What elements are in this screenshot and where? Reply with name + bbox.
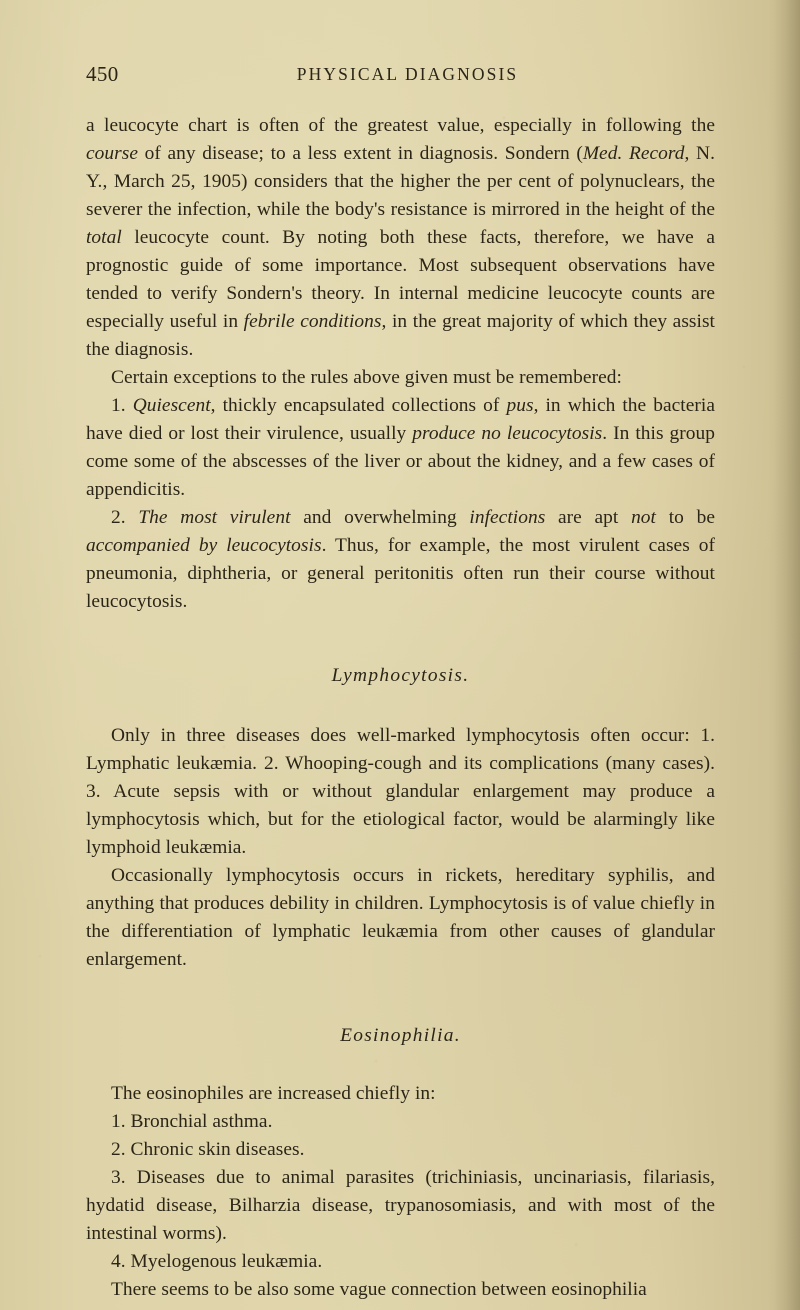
section-heading-lymphocytosis: Lymphocytosis. <box>331 665 470 686</box>
italic-the-most-virulent: The most virulent <box>138 507 291 528</box>
spacer <box>86 690 715 722</box>
running-head <box>86 62 715 88</box>
paragraph-exceptions: Certain exceptions to the rules above given must be remembered: <box>111 367 622 388</box>
spacer <box>86 616 715 662</box>
eosinophilia-item-1: 1. Bronchial asthma. <box>111 1111 273 1132</box>
italic-med-record: Med. Record <box>582 143 685 164</box>
item-number: 1. <box>111 395 133 416</box>
paragraph-lymphocytosis-1: Only in three diseases does well-marked lymphocytosis often occur: 1. Lymphatic leukæmia. 2. Whooping-cough and its complications (many cases). 3. Acute sepsis with or without glandular enlargement may produce a lymphocytosis which, but for the etiological factor, would be alarmingly like lymphoid leukæmia. <box>86 725 715 858</box>
paragraph-lymphocytosis-2: Occasionally lymphocytosis occurs in rickets, hereditary syphilis, and anything that produces debility in children. Lymphocytosis is of value chiefly in the differentiation of lymphatic leukæmia from other causes of glandular enlargement. <box>86 865 715 970</box>
paragraph-opening <box>86 112 715 364</box>
text-segment: a leucocyte chart is often of the greatest value, especially in following the <box>86 115 715 136</box>
exception-item-2 <box>86 504 715 616</box>
italic-course: course <box>86 143 138 164</box>
text-segment: are apt <box>545 507 632 528</box>
italic-accompanied-by-leucocytosis: accompanied by leucocytosis <box>86 535 322 556</box>
italic-not: not <box>631 507 656 528</box>
exception-item-1 <box>86 392 715 504</box>
text-segment: of any disease; to a less extent in diagnosis. Sondern ( <box>138 143 583 164</box>
paragraph-closing: There seems to be also some vague connection between eosinophilia <box>111 1279 647 1300</box>
italic-pus: pus <box>506 395 534 416</box>
section-heading-eosinophilia: Eosinophilia. <box>340 1025 461 1046</box>
italic-infections: infections <box>469 507 546 528</box>
italic-quiescent: Quiescent <box>132 395 211 416</box>
italic-febrile-conditions: febrile conditions <box>243 311 382 332</box>
text-segment: , in which the bacteria have died or lost their virulence, usually <box>86 395 715 444</box>
text-segment: , N. Y., March 25, 1905) considers that the higher the per cent of polynuclears, the severer the infection, while the body's resistance is mirrored in the height of the <box>86 143 715 220</box>
running-title: PHYSICAL DIAGNOSIS <box>296 64 519 84</box>
eosinophilia-item-3: 3. Diseases due to animal parasites (trichiniasis, uncinariasis, filariasis, hydatid disease, Bilharzia disease, trypanosomiasis, and with most of the intestinal worms). <box>86 1167 715 1244</box>
text-segment: to be <box>656 507 715 528</box>
text-segment: , in the great majority of which they assist the diagnosis. <box>86 311 715 360</box>
eosinophilia-item-4: 4. Myelogenous leukæmia. <box>111 1251 323 1272</box>
paragraph-eosinophilia-intro: The eosinophiles are increased chiefly in: <box>111 1083 436 1104</box>
text-segment: . In this group come some of the abscesses of the liver or about the kidney, and a few cases of appendicitis. <box>86 423 715 500</box>
italic-produce-no-leucocytosis: produce no leucocytosis <box>412 423 603 444</box>
spacer <box>86 1050 715 1080</box>
page-number: 450 <box>86 62 119 86</box>
eosinophilia-item-2: 2. Chronic skin diseases. <box>111 1139 305 1160</box>
spacer <box>86 974 715 1022</box>
page-body <box>86 112 715 1304</box>
item-number: 2. <box>111 507 139 528</box>
italic-total: total <box>86 227 122 248</box>
text-segment: . Thus, for example, the most virulent cases of pneumonia, diphtheria, or general peritonitis often run their course without leucocytosis. <box>86 535 715 612</box>
text-segment: , thickly encapsulated collections of <box>210 395 507 416</box>
text-segment: and overwhelming <box>290 507 470 528</box>
text-segment: leucocyte count. By noting both these facts, therefore, we have a prognostic guide of some importance. Most subsequent observations have tended to verify Sondern's theory. In internal medicine leucocyte counts are especially useful in <box>86 227 715 332</box>
